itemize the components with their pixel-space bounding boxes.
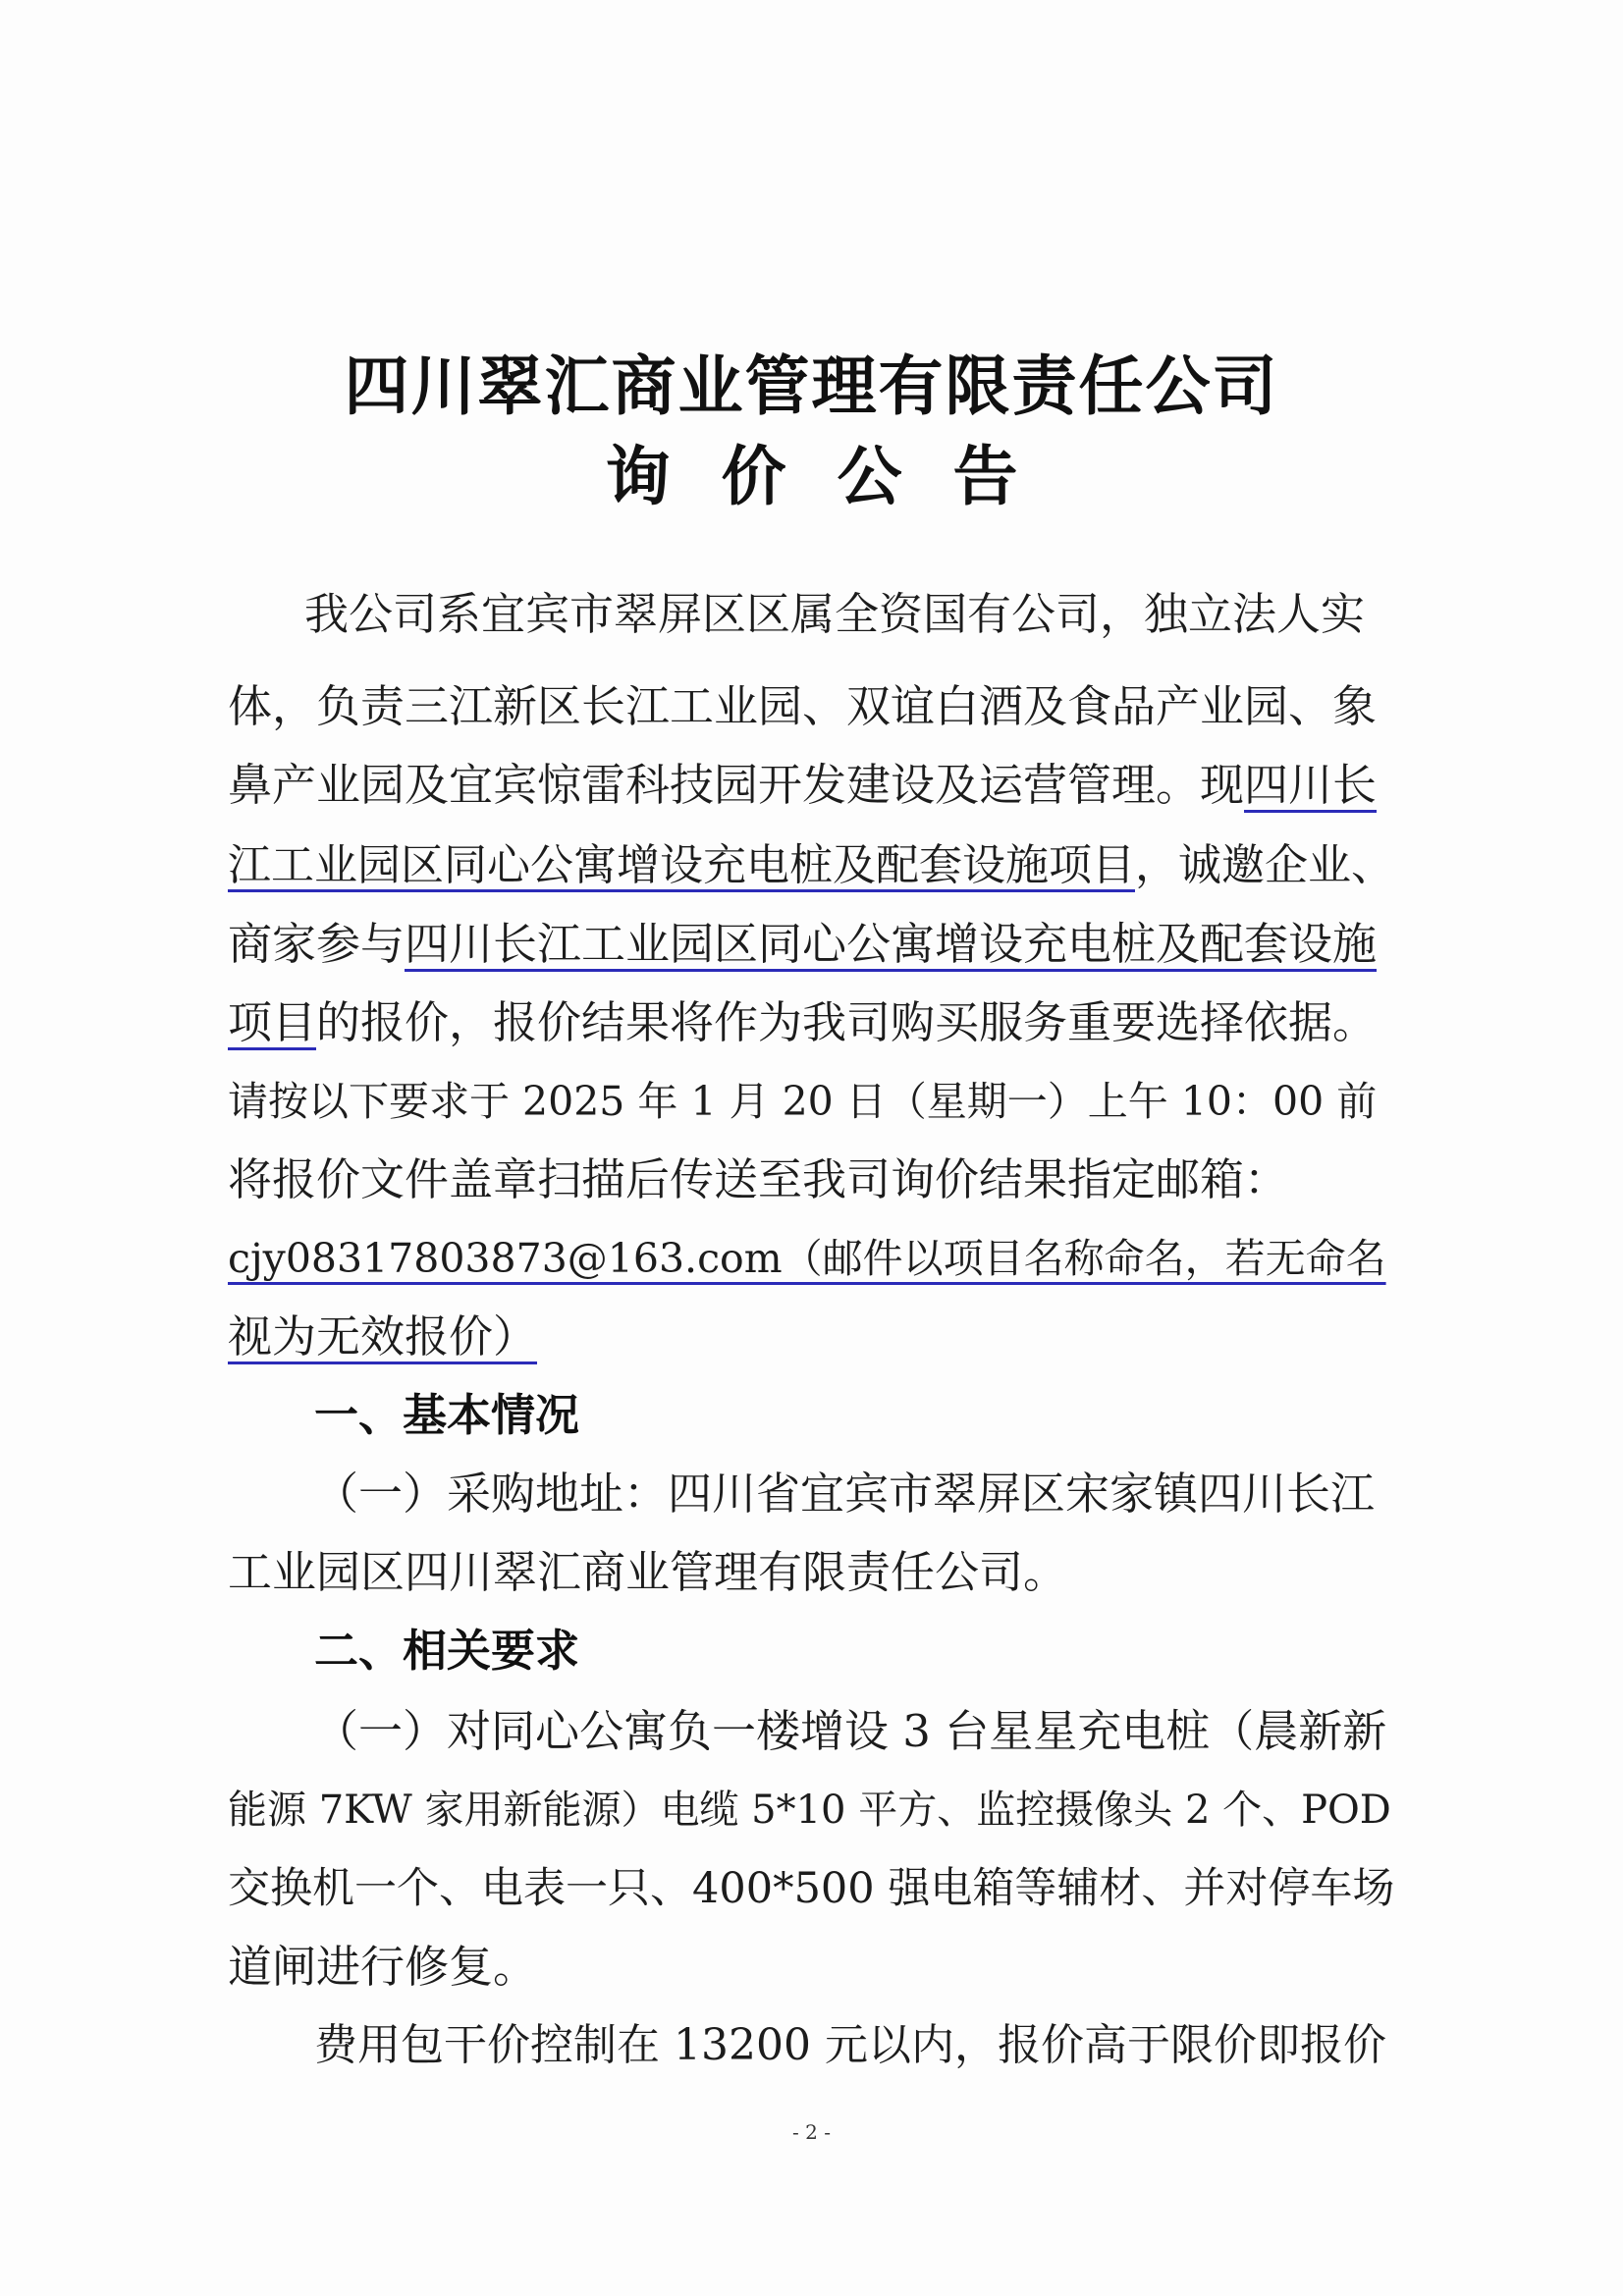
intro-line-5 — [228, 915, 1377, 974]
intro-line-3-text: 鼻产业园及宜宾惊雷科技园开发建设及运营管理。现 — [228, 759, 1245, 811]
page-number: - 2 - — [792, 2120, 831, 2144]
intro-line-4 — [228, 836, 1394, 895]
company-title: 四川翠汇商业管理有限责任公司 — [344, 347, 1279, 424]
section-1-line-2: 工业园区四川翠汇商业管理有限责任公司。 — [228, 1546, 1068, 1598]
section-1-heading: 一、基本情况 — [314, 1389, 580, 1441]
section-2-line-2: 能源 7KW 家用新能源）电缆 5*10 平方、监控摄像头 2 个、POD — [228, 1788, 1391, 1833]
section-2-heading: 二、相关要求 — [314, 1625, 580, 1677]
intro-line-6 — [228, 993, 1377, 1052]
intro-line-10: 视为无效报价） — [228, 1310, 538, 1362]
section-2-line-5: 费用包干价控制在 13200 元以内，报价高于限价即报价 — [314, 2020, 1386, 2070]
section-2-line-1: （一）对同心公寓负一楼增设 3 台星星充电桩（晨新新 — [314, 1705, 1387, 1757]
project-name-link-2a: 四川长江工业园区同心公寓增设充电桩及配套设施 — [405, 918, 1378, 970]
section-2-line-3: 交换机一个、电表一只、400*500 强电箱等辅材、并对停车场 — [228, 1864, 1395, 1913]
project-name-link-1b: 江工业园区同心公寓增设充电桩及配套设施项目 — [228, 840, 1135, 890]
document-type-title: 询价公告 — [605, 438, 1069, 514]
intro-line-2: 体，负责三江新区长江工业园、双谊白酒及食品产业园、象 — [228, 680, 1378, 732]
project-name-link-1a: 四川长 — [1244, 759, 1378, 811]
section-2-line-4: 道闸进行修复。 — [228, 1941, 538, 1993]
intro-line-5-text: 商家参与 — [228, 918, 406, 970]
section-1-line-1: （一）采购地址：四川省宜宾市翠屏区宋家镇四川长江 — [314, 1468, 1376, 1520]
intro-line-3 — [228, 756, 1377, 815]
intro-line-9-email: cjy08317803873@163.com（邮件以项目名称命名，若无命名 — [228, 1235, 1386, 1282]
intro-line-8: 将报价文件盖章扫描后传送至我司询价结果指定邮箱： — [228, 1153, 1289, 1205]
intro-line-7: 请按以下要求于 2025 年 1 月 20 日（星期一）上午 10：00 前 — [228, 1078, 1378, 1125]
project-name-link-2b: 项目 — [228, 996, 317, 1048]
intro-line-4-text: ，诚邀企业、 — [1135, 840, 1394, 890]
intro-line-1: 我公司系宜宾市翠屏区区属全资国有公司，独立法人实 — [304, 588, 1366, 640]
intro-line-6-text: 的报价，报价结果将作为我司购买服务重要选择依据。 — [316, 996, 1378, 1048]
